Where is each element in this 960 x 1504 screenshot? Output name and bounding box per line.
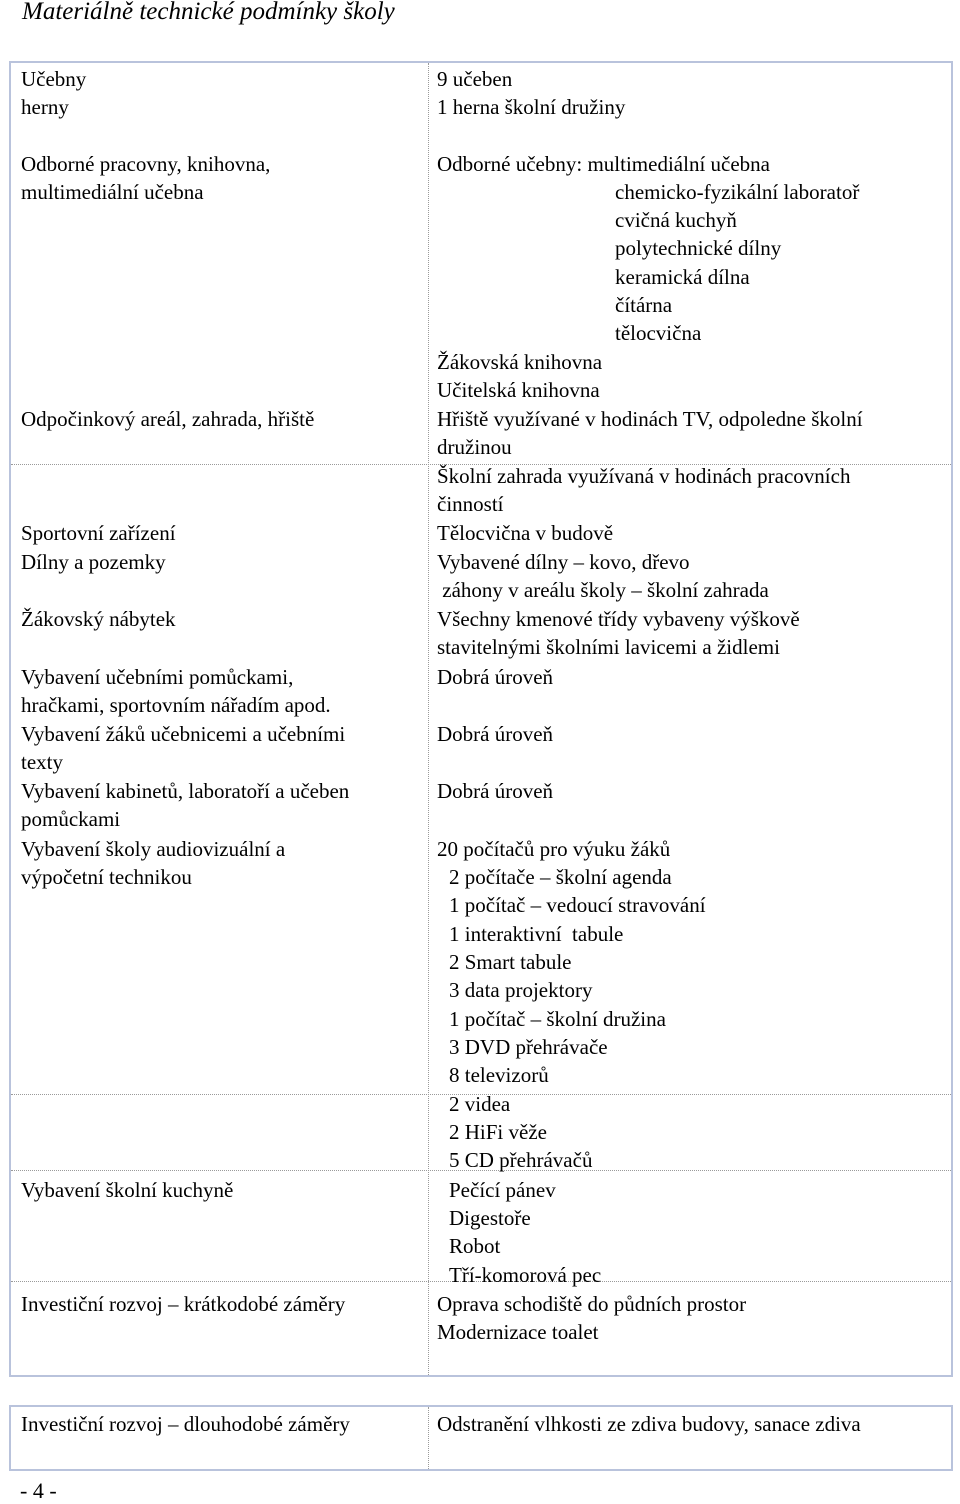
cell-value: Robot [449, 1234, 501, 1258]
cell-value: Oprava schodiště do půdních prostor [437, 1292, 747, 1316]
cell-value: Všechny kmenové třídy vybaveny výškově [437, 607, 800, 631]
cell-label: Dílny a pozemky [21, 550, 166, 574]
cell-value: 1 počítač – školní družina [449, 1007, 666, 1031]
cell-label: Investiční rozvoj – krátkodobé záměry [21, 1292, 346, 1316]
cell-value: Odborné učebny: multimediální učebna [437, 152, 770, 176]
cell-label: Učebny [21, 67, 87, 91]
cell-value: 8 televizorů [449, 1063, 549, 1087]
cell-value: Vybavené dílny – kovo, dřevo [437, 550, 690, 574]
cell-value: Tří-komorová pec [449, 1263, 602, 1287]
cell-label: Odpočinkový areál, zahrada, hřiště [21, 407, 315, 431]
cell-label: Vybavení školy audiovizuální a [21, 837, 286, 861]
cell-value: Tělocvična v budově [437, 521, 614, 545]
cell-label: Sportovní zařízení [21, 521, 176, 545]
cell-label: multimediální učebna [21, 180, 204, 204]
cell-value: 1 počítač – vedoucí stravování [449, 893, 706, 917]
cell-value: 20 počítačů pro výuku žáků [437, 837, 671, 861]
cell-value: Dobrá úroveň [437, 722, 554, 746]
cell-label: Vybavení kabinetů, laboratoří a učeben [21, 779, 350, 803]
cell-value: družinou [437, 435, 512, 459]
cell-value: Žákovská knihovna [437, 350, 603, 374]
cell-value: záhony v areálu školy – školní zahrada [437, 578, 769, 602]
cell-value: 2 HiFi věže [449, 1120, 547, 1144]
cell-value: 2 videa [449, 1092, 511, 1116]
cell-label: pomůckami [21, 807, 121, 831]
facilities-table [9, 61, 953, 1377]
cell-value: Odstranění vlhkosti ze zdiva budovy, sanace zdiva [437, 1412, 861, 1436]
cell-value: Dobrá úroveň [437, 779, 554, 803]
column-divider [428, 1407, 429, 1469]
cell-value: 3 DVD přehrávače [449, 1035, 608, 1059]
cell-label: herny [21, 95, 69, 119]
page-title: Materiálně technické podmínky školy [22, 0, 395, 25]
cell-value: čítárna [615, 293, 673, 317]
cell-value: cvičná kuchyň [615, 208, 737, 232]
cell-value: chemicko-fyzikální laboratoř [615, 180, 860, 204]
long-term-table [9, 1405, 953, 1471]
cell-value: 2 počítače – školní agenda [449, 865, 672, 889]
cell-value: Digestoře [449, 1206, 531, 1230]
cell-label: výpočetní technikou [21, 865, 192, 889]
cell-value: 1 herna školní družiny [437, 95, 626, 119]
cell-value: stavitelnými školními lavicemi a židlemi [437, 635, 780, 659]
cell-value: Pečící pánev [449, 1178, 556, 1202]
cell-value: polytechnické dílny [615, 236, 782, 260]
cell-value: Učitelská knihovna [437, 378, 600, 402]
cell-value: 2 Smart tabule [449, 950, 572, 974]
cell-label: Žákovský nábytek [21, 607, 176, 631]
cell-label: Investiční rozvoj – dlouhodobé záměry [21, 1412, 350, 1436]
column-divider [428, 63, 429, 1375]
cell-value: keramická dílna [615, 265, 750, 289]
cell-value: Hřiště využívané v hodinách TV, odpoledne školní [437, 407, 863, 431]
cell-value: Dobrá úroveň [437, 665, 554, 689]
cell-value: Školní zahrada využívaná v hodinách pracovních [437, 464, 851, 488]
cell-label: Vybavení školní kuchyně [21, 1178, 234, 1202]
cell-value: Modernizace toalet [437, 1320, 599, 1344]
cell-value: činností [437, 492, 504, 516]
cell-value: 1 interaktivní tabule [449, 922, 624, 946]
cell-label: Vybavení učebními pomůckami, [21, 665, 294, 689]
page-number: - 4 - [20, 1478, 57, 1503]
cell-value: tělocvična [615, 321, 702, 345]
cell-label: Odborné pracovny, knihovna, [21, 152, 271, 176]
cell-value: 3 data projektory [449, 978, 593, 1002]
cell-label: Vybavení žáků učebnicemi a učebními [21, 722, 346, 746]
cell-value: 9 učeben [437, 67, 513, 91]
cell-label: hračkami, sportovním nářadím apod. [21, 693, 331, 717]
cell-label: texty [21, 750, 63, 774]
cell-value: 5 CD přehrávačů [449, 1148, 593, 1172]
